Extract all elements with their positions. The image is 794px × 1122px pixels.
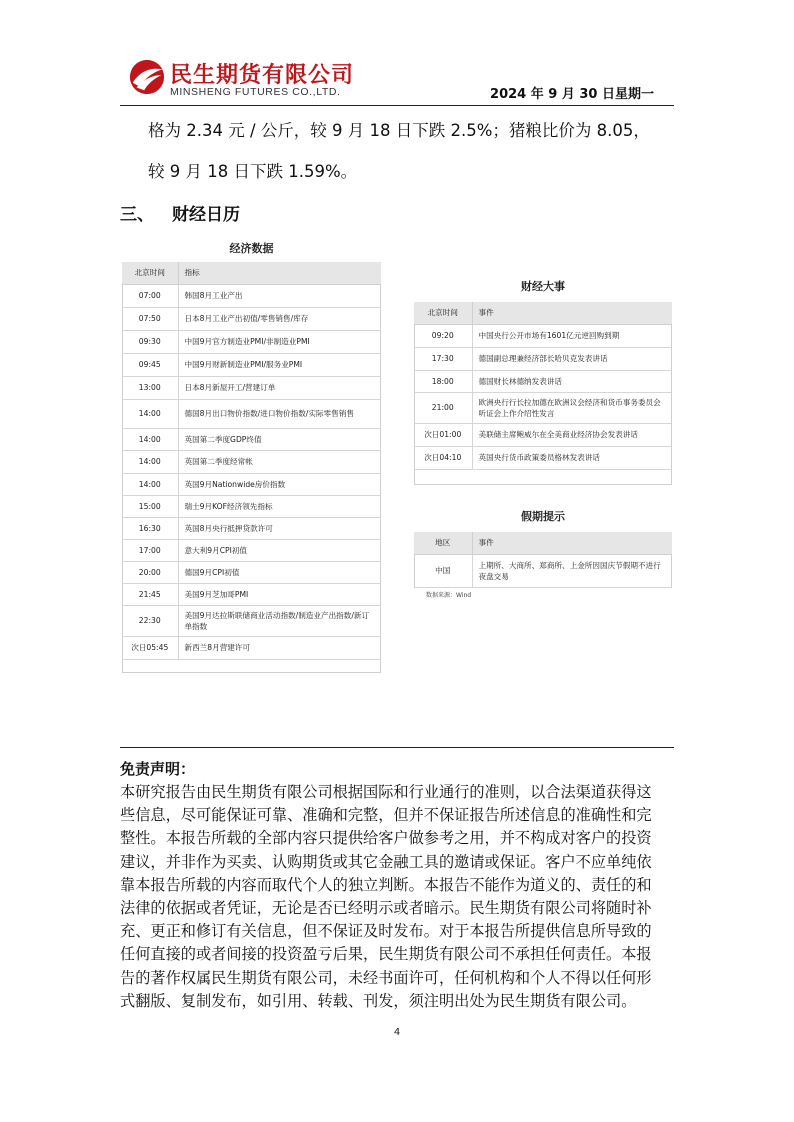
row-time: 14:00 [122, 399, 178, 428]
disclaimer-line: 本研究报告由民生期货有限公司根据国际和行业通行的准则，以合法渠道获得这 [120, 783, 652, 801]
column-header: 指标 [178, 262, 381, 284]
column-header: 事件 [472, 532, 672, 554]
section-number: 三、 [120, 205, 154, 225]
divider [120, 747, 674, 748]
data-source-note: 数据来源：Wind [426, 592, 472, 599]
row-item: 中国央行公开市场有1601亿元逆回购到期 [472, 324, 672, 347]
disclaimer-line: 式翻版、复制发布，如引用、转载、刊发，须注明出处为民生期货有限公司。 [120, 991, 637, 1010]
minsheng-logo-icon [128, 58, 166, 96]
logo-english-name: MINSHENG FUTURES CO.,LTD. [170, 86, 341, 98]
events-table-title: 财经大事 [521, 280, 565, 293]
row-item: 德国财长林德纳发表讲话 [472, 370, 672, 392]
column-header: 北京时间 [122, 262, 178, 284]
row-item: 德国副总理兼经济部长哈贝克发表讲话 [472, 347, 672, 370]
row-time: 09:20 [414, 324, 472, 347]
page-number: 4 [393, 1027, 401, 1038]
row-item: 瑞士9月KOF经济领先指标 [178, 495, 381, 517]
row-time: 次日01:00 [414, 423, 472, 446]
row-item: 德国8月出口物价指数/进口物价指数/实际零售销售 [178, 399, 381, 428]
row-item: 英国9月Nationwide房价指数 [178, 473, 381, 495]
table-row [122, 517, 381, 539]
table-row [122, 495, 381, 517]
table-row [122, 450, 381, 473]
table-row [122, 605, 381, 636]
row-time: 16:30 [122, 517, 178, 539]
row-item: 美联储主席鲍威尔在全美商业经济协会发表讲话 [472, 423, 672, 446]
row-item: 欧洲央行行长拉加德在欧洲议会经济和货币事务委员会听证会上作介绍性发言 [472, 392, 672, 423]
row-time: 17:30 [414, 347, 472, 370]
column-header: 事件 [472, 302, 672, 324]
table-row [414, 392, 672, 423]
table-row [122, 561, 381, 583]
row-item: 意大利9月CPI初值 [178, 539, 381, 561]
page-header [120, 50, 674, 106]
row-time: 09:30 [122, 330, 178, 353]
table-row [122, 399, 381, 428]
table-row [122, 307, 381, 330]
row-time: 22:30 [122, 605, 178, 636]
row-time: 09:45 [122, 353, 178, 376]
section-heading [120, 200, 240, 225]
table-row [414, 446, 672, 469]
table-row [122, 330, 381, 353]
table-row [122, 284, 381, 307]
events-table [414, 302, 672, 470]
table-header-row [122, 262, 381, 284]
table-row [414, 554, 672, 587]
econ-table-title: 经济数据 [229, 242, 274, 255]
row-item: 新西兰8月营建许可 [178, 636, 381, 659]
table-row [122, 539, 381, 561]
table-header-row [414, 302, 672, 324]
disclaimer-line: 些信息，尽可能保证可靠、准确和完整，但并不保证报告所述信息的准确性和完 [120, 806, 652, 825]
row-time: 18:00 [414, 370, 472, 392]
holiday-table [414, 532, 672, 588]
company-logo [128, 56, 358, 102]
table-row [122, 376, 381, 399]
row-time: 次日04:10 [414, 446, 472, 469]
section-title: 财经日历 [172, 205, 240, 225]
row-item: 日本8月新屋开工/营建订单 [178, 376, 381, 399]
disclaimer-line: 靠本报告所载的内容而取代个人的独立判断。本报告不能作为道义的、责任的和 [120, 875, 652, 894]
row-time: 21:00 [414, 392, 472, 423]
table-header-row [414, 532, 672, 554]
row-time: 13:00 [122, 376, 178, 399]
holiday-table-title: 假期提示 [521, 510, 565, 523]
table-row [414, 324, 672, 347]
row-item: 中国9月官方制造业PMI/非制造业PMI [178, 330, 381, 353]
logo-chinese-name: 民生期货有限公司 [170, 63, 355, 88]
table-row [122, 583, 381, 605]
disclaimer-line: 整性。本报告所载的全部内容只提供给客户做参考之用，并不构成对客户的投资 [120, 829, 652, 848]
disclaimer-title: 免责声明： [120, 760, 196, 778]
row-region: 中国 [414, 554, 472, 587]
row-item: 美国9月达拉斯联储商业活动指数/制造业产出指数/新订单指数 [178, 605, 381, 636]
disclaimer-line: 告的著作权属民生期货有限公司，未经书面许可，任何机构和个人不得以任何形 [120, 968, 652, 987]
column-header: 地区 [414, 532, 472, 554]
table-row [122, 636, 381, 659]
table-row [122, 428, 381, 450]
row-time: 07:00 [122, 284, 178, 307]
table-row [414, 370, 672, 392]
row-time: 17:00 [122, 539, 178, 561]
disclaimer-line: 法律的依据或者凭证，无论是否已经明示或者暗示。民生期货有限公司将随时补 [120, 899, 652, 918]
row-time: 14:00 [122, 473, 178, 495]
table-row [122, 353, 381, 376]
row-item: 韩国8月工业产出 [178, 284, 381, 307]
table-row [122, 473, 381, 495]
disclaimer-line: 建议，并非作为买卖、认购期货或其它金融工具的邀请或保证。客户不应单纯依 [120, 852, 652, 871]
row-item: 英国第二季度GDP终值 [178, 428, 381, 450]
column-header: 北京时间 [414, 302, 472, 324]
row-item: 德国9月CPI初值 [178, 561, 381, 583]
body-text-line: 较 9 月 18 日下跌 1.59%。 [148, 162, 358, 181]
row-item: 中国9月财新制造业PMI/服务业PMI [178, 353, 381, 376]
row-item: 英国央行货币政策委员格林发表讲话 [472, 446, 672, 469]
row-item: 日本8月工业产出初值/零售销售/库存 [178, 307, 381, 330]
econ-data-table [122, 262, 381, 660]
report-date: 2024 年 9 月 30 日星期一 [490, 87, 654, 102]
row-time: 07:50 [122, 307, 178, 330]
row-time: 14:00 [122, 450, 178, 473]
row-time: 20:00 [122, 561, 178, 583]
row-time: 14:00 [122, 428, 178, 450]
disclaimer-body [120, 781, 680, 1013]
disclaimer-line: 充、更正和修订有关信息，但不保证及时发布。对于本报告所提供信息所导致的 [120, 922, 652, 941]
row-item: 英国8月央行抵押贷款许可 [178, 517, 381, 539]
disclaimer-line: 任何直接的或者间接的投资盈亏后果，民生期货有限公司不承担任何责任。本报 [120, 945, 652, 964]
table-row [414, 423, 672, 446]
row-item: 英国第二季度经常帐 [178, 450, 381, 473]
row-item: 美国9月芝加哥PMI [178, 583, 381, 605]
row-time: 21:45 [122, 583, 178, 605]
table-row [414, 347, 672, 370]
row-time: 15:00 [122, 495, 178, 517]
body-text-line: 格为 2.34 元 / 公斤，较 9 月 18 日下跌 2.5%；猪粮比价为 8.05， [148, 121, 650, 140]
row-time: 次日05:45 [122, 636, 178, 659]
row-item: 上期所、大商所、郑商所、上金所因国庆节假期不进行夜盘交易 [472, 554, 672, 587]
